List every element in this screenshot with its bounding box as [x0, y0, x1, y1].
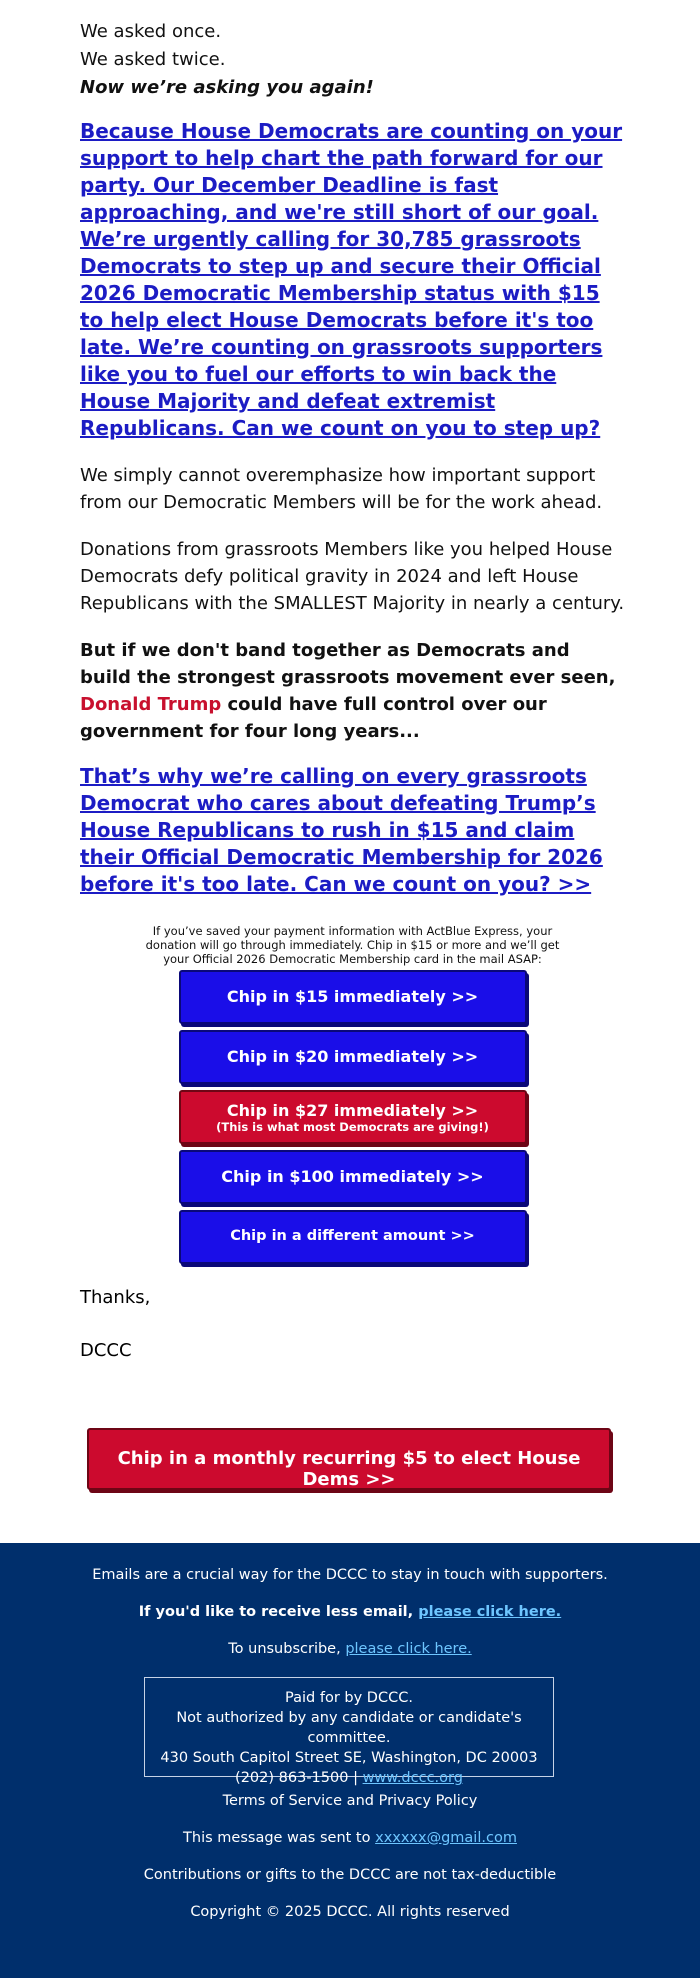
intro-line-2: We asked twice. [80, 49, 226, 70]
paragraph-warning [80, 637, 625, 745]
less-email-link[interactable]: please click here. [418, 1604, 562, 1620]
chip-in-27-button[interactable] [179, 1090, 527, 1144]
paragraph-importance: We simply cannot overemphasize how important support from our Democratic Members will be for the work ahead. [80, 465, 603, 513]
less-email-text: If you'd like to receive less email, [138, 1604, 414, 1620]
terms-text: Terms of Service and Privacy Policy [222, 1793, 478, 1809]
warning-text-before: But if we don't band together as Democrats and build the strongest grassroots movement ever seen, [80, 640, 616, 688]
unsubscribe-link[interactable]: please click here. [345, 1641, 472, 1657]
website-link[interactable]: www.dccc.org [362, 1770, 463, 1786]
footer-email-note: Emails are a crucial way for the DCCC to stay in touch with supporters. [92, 1567, 608, 1583]
contact-separator: | [353, 1770, 358, 1786]
signoff-thanks: Thanks, [80, 1287, 151, 1308]
intro-line-1: We asked once. [80, 21, 222, 42]
email-body [80, 18, 625, 1365]
chip-in-27-subtext: (This is what most Democrats are giving!) [216, 1120, 489, 1134]
paragraph-donations-2024: Donations from grassroots Members like you helped House Democrats defy political gravity in 2024 and left House Republicans with the SMALLEST Majority in nearly a century. [80, 539, 625, 614]
donation-button-stack [179, 970, 527, 1264]
sent-to-text: This message was sent to [183, 1830, 371, 1846]
footer-unsubscribe [0, 1641, 700, 1657]
paid-for-box [144, 1677, 554, 1786]
sent-to-line [0, 1830, 700, 1846]
intro-line-3: Now we’re asking you again! [80, 77, 374, 98]
not-authorized-text: Not authorized by any candidate or candidate's committee. [176, 1710, 522, 1746]
chip-in-different-amount-button[interactable]: Chip in a different amount >> [179, 1210, 527, 1264]
chip-in-15-button[interactable]: Chip in $15 immediately >> [179, 970, 527, 1024]
footer-less-email [0, 1604, 700, 1620]
lead-donate-link[interactable]: Because House Democrats are counting on your support to help chart the path forward for our party. Our December Deadline is fast approaching, and we're still short of our goal. We’re urgently calling for 30,785 grassroots Democrats to step up and secure their Official 2026 Democratic Membership status with $15 to help elect House Democrats before it's too late. We’re counting on grassroots supporters like you to fuel our efforts to win back the House Majority and defeat extremist Republicans. Can we count on you to step up? [80, 119, 623, 440]
chip-in-20-button[interactable]: Chip in $20 immediately >> [179, 1030, 527, 1084]
tax-deductible-note: Contributions or gifts to the DCCC are not tax-deductible [143, 1867, 557, 1883]
unsubscribe-text: To unsubscribe, [228, 1641, 341, 1657]
contact-line [145, 1768, 553, 1788]
actblue-express-note: If you’ve saved your payment information with ActBlue Express, your donation will go through immediately. Chip in $15 or more and we’ll get your Official 2026 Democratic Membership card in the mail ASAP: [145, 924, 560, 966]
warning-text-after: could have full control over our government for four long years... [80, 694, 547, 742]
paid-for-text: Paid for by DCCC. [285, 1690, 413, 1706]
phone-text: (202) 863-1500 [235, 1770, 349, 1786]
monthly-recurring-button[interactable]: Chip in a monthly recurring $5 to elect House Dems >> [87, 1428, 611, 1490]
address-text: 430 South Capitol Street SE, Washington, DC 20003 [160, 1750, 538, 1766]
chip-in-27-label: Chip in $27 immediately >> [226, 1101, 479, 1120]
signoff-name: DCCC [80, 1340, 132, 1361]
chip-in-100-button[interactable]: Chip in $100 immediately >> [179, 1150, 527, 1204]
recipient-email-link[interactable]: xxxxxx@gmail.com [375, 1830, 517, 1846]
copyright-text: Copyright © 2025 DCCC. All rights reserved [190, 1904, 510, 1920]
warning-highlight-name: Donald Trump [80, 694, 222, 715]
footer [0, 1543, 700, 1978]
second-donate-link[interactable]: That’s why we’re calling on every grassroots Democrat who cares about defeating Trump’s House Republicans to rush in $15 and claim their Official Democratic Membership for 2026 before it's too late. Can we count on you? >> [80, 764, 603, 896]
